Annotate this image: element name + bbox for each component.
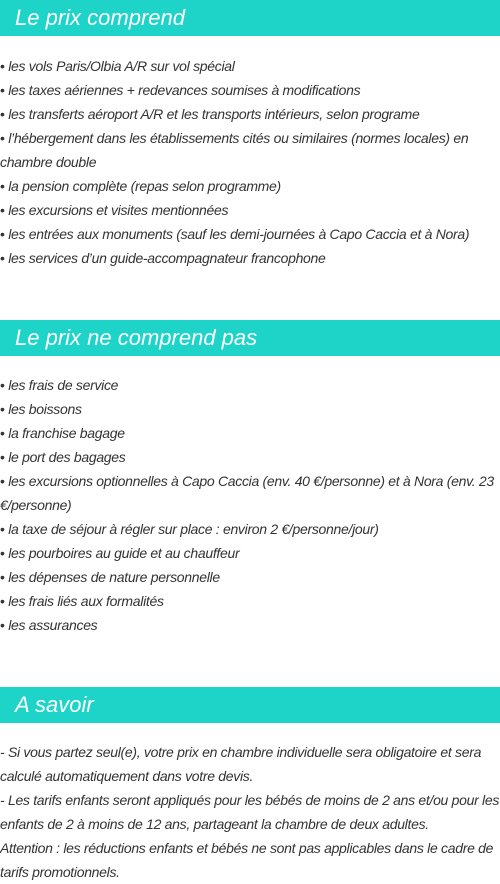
section-price-includes — [0, 0, 500, 270]
note-paragraph: - Les tarifs enfants seront appliqués pour les bébés de moins de 2 ans et/ou pour les enfants de 2 à moins de 12 ans, partageant la chambre de deux adultes. — [0, 792, 500, 832]
section-title: Le prix comprend — [0, 0, 500, 36]
list-item: • les services d’un guide-accompagnateur francophone — [0, 250, 326, 266]
list-item: • l’hébergement dans les établissements cités ou similaires (normes locales) en chambre double — [0, 130, 469, 170]
list-item: • le port des bagages — [0, 449, 126, 465]
section-good-to-know — [0, 687, 500, 884]
note-paragraph: - Si vous partez seul(e), votre prix en chambre individuelle sera obligatoire et sera calculé automatiquement dans votre devis. — [0, 744, 482, 784]
list-item: • les vols Paris/Olbia A/R sur vol spécial — [0, 58, 235, 74]
list-item: • les excursions et visites mentionnées — [0, 202, 229, 218]
list-item: • les transferts aéroport A/R et les transports intérieurs, selon programe — [0, 106, 420, 122]
list-item: • les frais liés aux formalités — [0, 593, 164, 609]
list-item: • les pourboires au guide et au chauffeur — [0, 545, 240, 561]
list-item: • les dépenses de nature personnelle — [0, 569, 220, 585]
list-item: • les boissons — [0, 401, 82, 417]
section-price-excludes — [0, 320, 500, 637]
list-item: • la franchise bagage — [0, 425, 125, 441]
note-paragraph: Attention : les réductions enfants et bébés ne sont pas applicables dans le cadre de tarifs promotionnels. — [0, 840, 494, 880]
list-item: • la pension complète (repas selon programme) — [0, 178, 281, 194]
list-item: • les frais de service — [0, 377, 119, 393]
list-item: • la taxe de séjour à régler sur place : environ 2 €/personne/jour) — [0, 521, 379, 537]
includes-list — [0, 54, 500, 270]
section-title: Le prix ne comprend pas — [0, 320, 500, 356]
list-item: • les assurances — [0, 617, 98, 633]
list-item: • les taxes aériennes + redevances soumises à modifications — [0, 82, 361, 98]
excludes-list — [0, 373, 500, 637]
section-title: A savoir — [0, 687, 500, 723]
list-item: • les excursions optionnelles à Capo Caccia (env. 40 €/personne) et à Nora (env. 23 €/personne) — [0, 473, 494, 513]
list-item: • les entrées aux monuments (sauf les demi-journées à Capo Caccia et à Nora) — [0, 226, 470, 242]
notes — [0, 740, 500, 884]
